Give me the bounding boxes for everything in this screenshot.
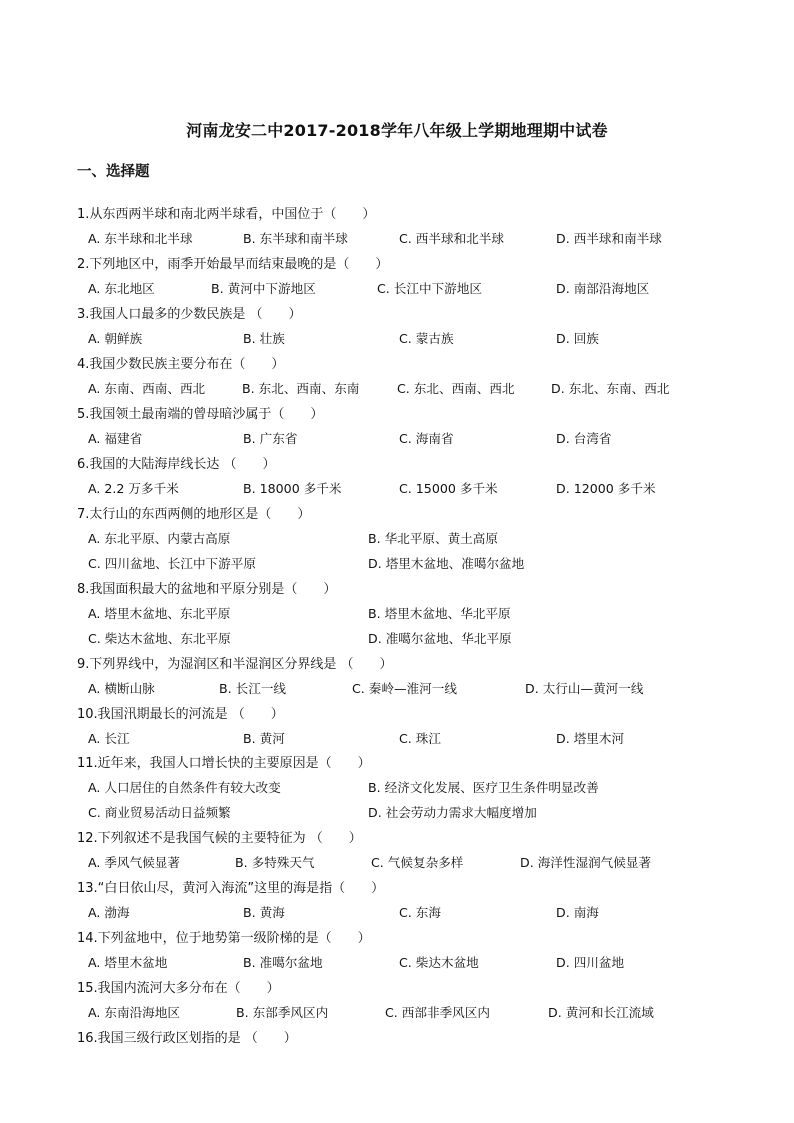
section-heading: 一、选择题 [77,164,150,180]
question-stem: 15.我国内流河大多分布在（ ） [77,981,280,996]
question-stem: 4.我国少数民族主要分布在（ ） [77,357,285,372]
answer-option: D. 12000 多千米 [556,481,656,496]
question-stem: 3.我国人口最多的少数民族是 （ ） [77,307,302,322]
answer-option: D. 四川盆地 [556,955,625,970]
answer-option: A. 东北平原、内蒙古高原 [88,531,231,546]
question-stem: 11.近年来，我国人口增长快的主要原因是（ ） [77,756,371,771]
answer-option: B. 东半球和南半球 [243,231,348,246]
answer-option: B. 壮族 [243,331,285,346]
answer-option: D. 准噶尔盆地、华北平原 [368,631,512,646]
answer-option: D. 南海 [556,905,599,920]
answer-option: C. 15000 多千米 [399,481,498,496]
answer-option: D. 西半球和南半球 [556,231,662,246]
answer-option: A. 福建省 [88,431,143,446]
answer-option: C. 气候复杂多样 [371,855,464,870]
answer-option: B. 黄河中下游地区 [211,281,316,296]
answer-option: B. 黄海 [243,905,285,920]
answer-option: B. 广东省 [243,431,298,446]
answer-option: D. 南部沿海地区 [556,281,650,296]
answer-option: B. 准噶尔盆地 [243,955,323,970]
answer-option: B. 长江一线 [219,681,287,696]
question-stem: 9.下列界线中，为湿润区和半湿润区分界线是 （ ） [77,657,393,672]
document-title: 河南龙安二中2017-2018学年八年级上学期地理期中试卷 [186,121,608,140]
answer-option: D. 塔里木盆地、准噶尔盆地 [368,556,525,571]
answer-option: B. 经济文化发展、医疗卫生条件明显改善 [368,780,599,795]
answer-option: A. 横断山脉 [88,681,155,696]
question-stem: 10.我国汛期最长的河流是 （ ） [77,707,284,722]
question-stem: 7.太行山的东西两侧的地形区是（ ） [77,507,311,522]
answer-option: D. 塔里木河 [556,731,625,746]
answer-option: B. 黄河 [243,731,285,746]
answer-option: D. 台湾省 [556,431,612,446]
answer-option: C. 东海 [399,905,441,920]
answer-option: A. 东南沿海地区 [88,1005,180,1020]
question-stem: 13.“白日依山尽，黄河入海流”这里的海是指（ ） [77,881,385,896]
answer-option: B. 华北平原、黄土高原 [368,531,498,546]
answer-option: D. 太行山—黄河一线 [525,681,644,696]
question-stem: 8.我国面积最大的盆地和平原分别是（ ） [77,582,337,597]
answer-option: D. 回族 [556,331,599,346]
answer-option: C. 西半球和北半球 [399,231,504,246]
answer-option: A. 长江 [88,731,130,746]
answer-option: C. 长江中下游地区 [377,281,482,296]
answer-option: C. 西部非季风区内 [385,1005,490,1020]
question-stem: 12.下列叙述不是我国气候的主要特征为 （ ） [77,831,362,846]
answer-option: C. 东北、西南、西北 [397,381,515,396]
answer-option: C. 四川盆地、长江中下游平原 [88,556,256,571]
answer-option: A. 渤海 [88,905,130,920]
answer-option: A. 人口居住的自然条件有较大改变 [88,780,281,795]
answer-option: A. 2.2 万多千米 [88,481,179,496]
answer-option: C. 柴达木盆地、东北平原 [88,631,231,646]
answer-option: B. 多特殊天气 [235,855,315,870]
answer-option: B. 东北、西南、东南 [242,381,360,396]
question-stem: 16.我国三级行政区划指的是 （ ） [77,1031,297,1046]
question-stem: 14.下列盆地中，位于地势第一级阶梯的是（ ） [77,931,371,946]
answer-option: C. 秦岭—淮河一线 [352,681,457,696]
answer-option: D. 社会劳动力需求大幅度增加 [368,805,537,820]
answer-option: D. 东北、东南、西北 [551,381,670,396]
answer-option: C. 海南省 [399,431,454,446]
answer-option: A. 朝鲜族 [88,331,143,346]
answer-option: C. 商业贸易活动日益频繁 [88,805,231,820]
question-stem: 6.我国的大陆海岸线长达 （ ） [77,457,276,472]
answer-option: A. 塔里木盆地、东北平原 [88,606,231,621]
answer-option: C. 蒙古族 [399,331,454,346]
answer-option: D. 海洋性湿润气候显著 [520,855,652,870]
answer-option: B. 东部季风区内 [236,1005,329,1020]
answer-option: A. 东北地区 [88,281,155,296]
answer-option: C. 柴达木盆地 [399,955,479,970]
answer-option: D. 黄河和长江流域 [548,1005,654,1020]
answer-option: B. 18000 多千米 [243,481,342,496]
answer-option: A. 塔里木盆地 [88,955,168,970]
answer-option: A. 东半球和北半球 [88,231,193,246]
answer-option: C. 珠江 [399,731,441,746]
question-stem: 2.下列地区中，雨季开始最早而结束最晚的是（ ） [77,257,389,272]
question-stem: 1.从东西两半球和南北两半球看，中国位于（ ） [77,207,376,222]
question-stem: 5.我国领土最南端的曾母暗沙属于（ ） [77,407,324,422]
answer-option: A. 东南、西南、西北 [88,381,206,396]
answer-option: B. 塔里木盆地、华北平原 [368,606,511,621]
answer-option: A. 季风气候显著 [88,855,180,870]
